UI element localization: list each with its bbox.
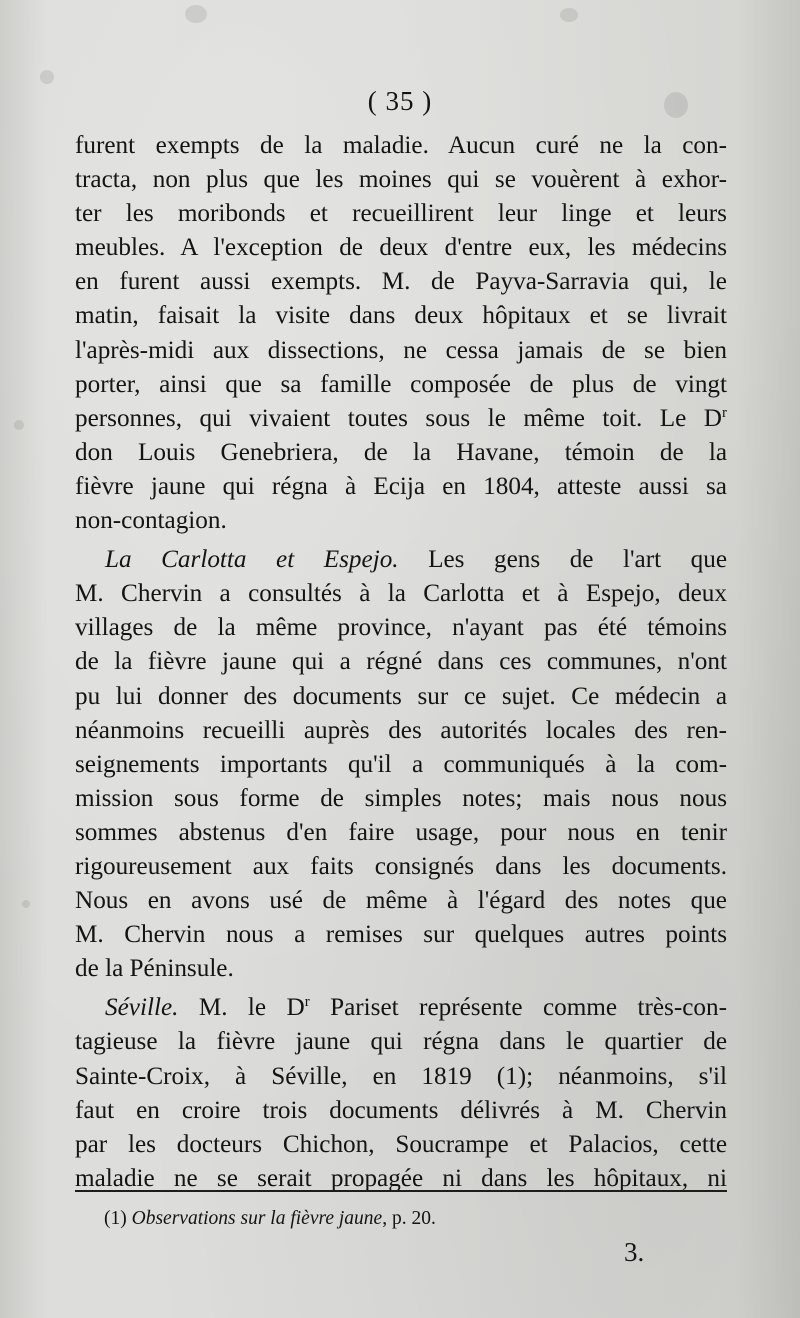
text-line xyxy=(75,436,727,470)
line-text: tagieuse la fièvre jaune qui régna dans le quartier de xyxy=(75,1028,727,1056)
superscript: r xyxy=(304,994,310,1011)
paper-stain xyxy=(185,5,207,23)
paper-stain xyxy=(22,900,30,908)
line-text: rigoureusement aux faits consignés dans les documents. xyxy=(75,852,727,880)
paper-stain xyxy=(40,70,54,84)
line-text: sommes abstenus d'en faire usage, pour nous en tenir xyxy=(75,818,727,846)
text-line xyxy=(75,1025,727,1059)
line-text: pu lui donner des documents sur ce sujet. Ce médecin a xyxy=(75,682,727,710)
text-line xyxy=(75,714,727,748)
text-line xyxy=(75,163,727,197)
text-line xyxy=(75,129,727,163)
text-line xyxy=(75,782,727,816)
line-text: fièvre jaune qui régna à Ecija en 1804, atteste aussi sa xyxy=(75,472,727,500)
line-text: M. Chervin a consultés à la Carlotta et à Espejo, deux xyxy=(75,580,727,608)
superscript: r xyxy=(722,404,727,421)
text-line xyxy=(75,299,727,333)
section-lead: La Carlotta et Espejo. xyxy=(105,546,399,574)
line-text: de la Péninsule. xyxy=(75,955,234,983)
line-text: non-contagion. xyxy=(75,507,227,535)
text-line xyxy=(75,884,727,918)
text-line xyxy=(75,991,727,1025)
line-text-tail: Pariset représente comme très-con- xyxy=(309,994,727,1022)
line-text: seignements importants qu'il a communiqués à la com- xyxy=(75,750,727,778)
line-text: en furent aussi exempts. M. de Payva-Sarravia qui, le xyxy=(75,268,727,296)
text-line xyxy=(75,402,727,436)
text-line xyxy=(75,334,727,368)
line-text: furent exempts de la maladie. Aucun curé ne la con- xyxy=(75,132,727,159)
paper-stain xyxy=(14,420,24,430)
text-line xyxy=(75,577,727,611)
text-line xyxy=(75,470,727,504)
footnote-marker: (1) xyxy=(104,1208,127,1229)
text-line xyxy=(75,850,727,884)
line-text: l'après-midi aux dissections, ne cessa jamais de se bien xyxy=(75,336,727,364)
text-line xyxy=(75,197,727,231)
text-line xyxy=(75,952,727,986)
text-line xyxy=(75,1128,727,1162)
footnote-divider xyxy=(75,1190,727,1192)
paper-stain xyxy=(560,8,578,22)
footnote xyxy=(104,1208,664,1230)
line-text: M. le D xyxy=(178,994,305,1022)
line-text: de la fièvre jaune qui a régné dans ces communes, n'ont xyxy=(75,648,727,676)
text-line xyxy=(75,231,727,265)
text-line xyxy=(75,504,727,538)
text-line xyxy=(75,680,727,714)
text-line xyxy=(75,918,727,952)
line-text: tracta, non plus que les moines qui se vouèrent à exhor- xyxy=(75,166,727,194)
line-text: par les docteurs Chichon, Soucrampe et Palacios, cette xyxy=(75,1130,727,1158)
footnote-reference: , p. 20. xyxy=(382,1208,436,1229)
text-line xyxy=(75,1060,727,1094)
text-line xyxy=(75,265,727,299)
section-lead: Séville. xyxy=(105,994,179,1022)
line-text: mission sous forme de simples notes; mais nous nous xyxy=(75,784,727,812)
text-line xyxy=(75,611,727,645)
text-line xyxy=(75,748,727,782)
line-text: faut en croire trois documents délivrés à M. Chervin xyxy=(75,1096,727,1124)
text-line xyxy=(75,645,727,679)
line-text: villages de la même province, n'ayant pas été témoins xyxy=(75,614,727,642)
page-number: ( 35 ) xyxy=(367,86,433,116)
footnote-title: Observations sur la fièvre jaune xyxy=(131,1208,383,1229)
line-text: porter, ainsi que sa famille composée de plus de vingt xyxy=(75,370,727,398)
line-text: M. Chervin nous a remises sur quelques autres points xyxy=(75,921,727,949)
line-text: matin, faisait la visite dans deux hôpitaux et se livrait xyxy=(75,302,727,330)
signature-mark: 3. xyxy=(624,1237,645,1267)
text-line xyxy=(75,543,727,577)
text-line xyxy=(75,1094,727,1128)
line-text: néanmoins recueilli auprès des autorités locales des ren- xyxy=(75,716,727,744)
line-text: personnes, qui vivaient toutes sous le même toit. Le D xyxy=(75,404,722,432)
body-text xyxy=(75,129,727,1196)
line-text: Nous en avons usé de même à l'égard des notes que xyxy=(75,887,727,915)
line-text: ter les moribonds et recueillirent leur linge et leurs xyxy=(75,200,727,228)
text-line xyxy=(75,816,727,850)
line-text: Sainte-Croix, à Séville, en 1819 (1); néanmoins, s'il xyxy=(75,1062,727,1090)
line-text: maladie ne se serait propagée ni dans les hôpitaux, ni xyxy=(75,1164,727,1192)
text-line xyxy=(75,368,727,402)
line-text: Les gens de l'art que xyxy=(398,546,727,574)
line-text: meubles. A l'exception de deux d'entre eux, les médecins xyxy=(75,234,727,262)
line-text: don Louis Genebriera, de la Havane, témoin de la xyxy=(75,438,727,466)
